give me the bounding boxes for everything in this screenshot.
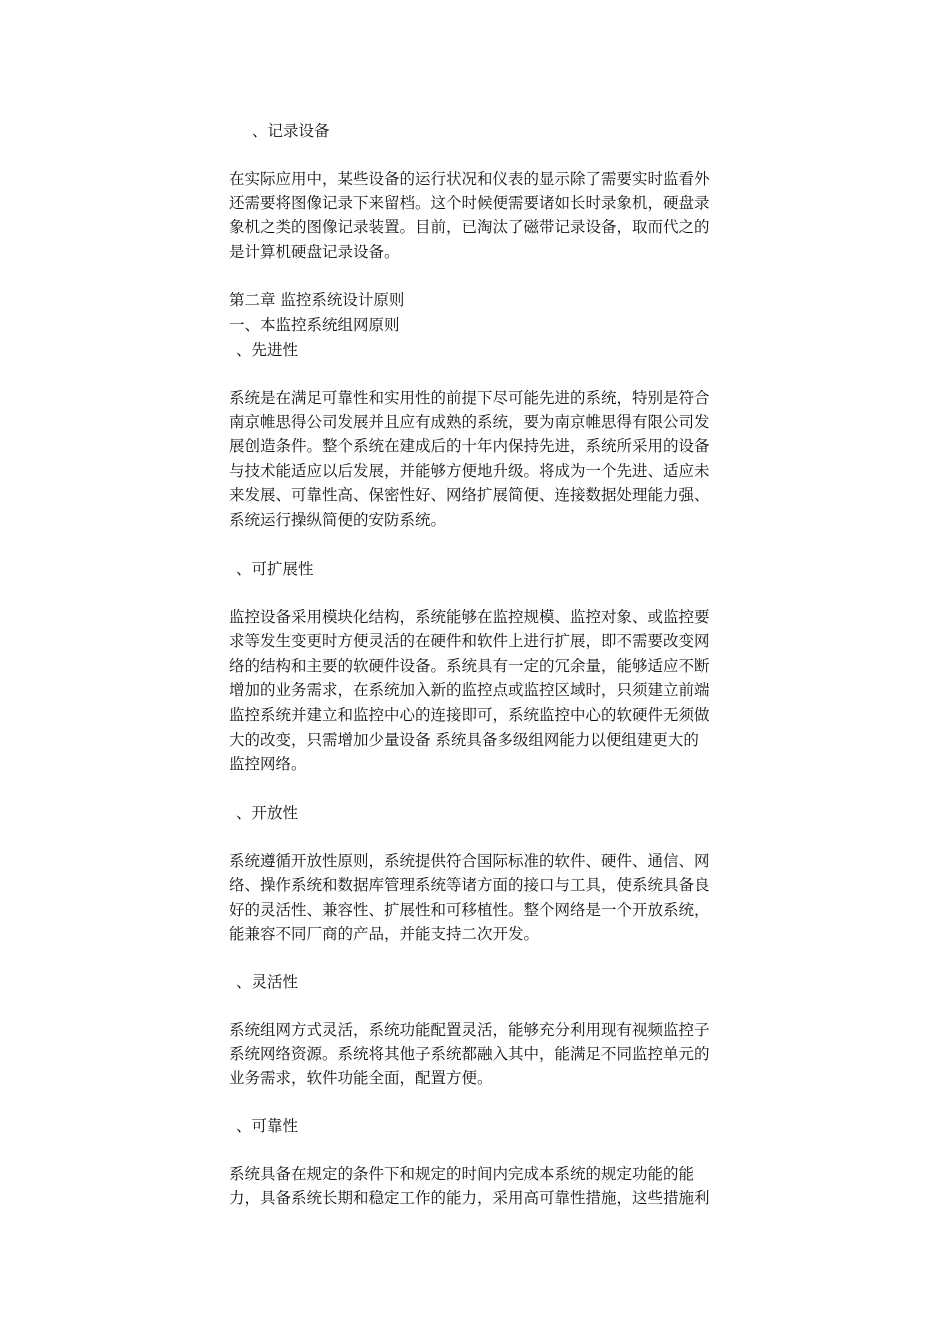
paragraph-line: 是计算机硬盘记录设备。 bbox=[229, 243, 400, 261]
section-heading-scalability: 、可扩展性 bbox=[236, 560, 314, 578]
paragraph-line: 系统网络资源。系统将其他子系统都融入其中，能满足不同监控单元的 bbox=[229, 1045, 710, 1063]
paragraph-line: 还需要将图像记录下来留档。这个时候便需要诸如长时录象机，硬盘录 bbox=[229, 194, 710, 212]
section-heading-openness: 、开放性 bbox=[236, 804, 299, 822]
subsection-title: 一、本监控系统组网原则 bbox=[229, 316, 400, 334]
paragraph-line: 系统是在满足可靠性和实用性的前提下尽可能先进的系统，特别是符合 bbox=[229, 389, 710, 407]
paragraph-line: 力，具备系统长期和稳定工作的能力，采用高可靠性措施，这些措施利 bbox=[229, 1189, 710, 1207]
paragraph-line: 展创造条件。整个系统在建成后的十年内保持先进，系统所采用的设备 bbox=[229, 437, 710, 455]
paragraph-line: 络的结构和主要的软硬件设备。系统具有一定的冗余量，能够适应不断 bbox=[229, 657, 710, 675]
paragraph-line: 系统遵循开放性原则，系统提供符合国际标准的软件、硬件、通信、网 bbox=[229, 852, 710, 870]
paragraph-line: 监控系统并建立和监控中心的连接即可，系统监控中心的软硬件无须做 bbox=[229, 706, 710, 724]
paragraph-line: 象机之类的图像记录装置。目前，已淘汰了磁带记录设备，取而代之的 bbox=[229, 218, 710, 236]
paragraph-line: 大的改变，只需增加少量设备 系统具备多级组网能力以便组建更大的 bbox=[229, 731, 699, 749]
section-heading-reliability: 、可靠性 bbox=[236, 1117, 299, 1135]
paragraph-line: 来发展、可靠性高、保密性好、网络扩展简便、连接数据处理能力强、 bbox=[229, 486, 710, 504]
paragraph-line: 好的灵活性、兼容性、扩展性和可移植性。整个网络是一个开放系统， bbox=[229, 901, 710, 919]
paragraph-line: 络、操作系统和数据库管理系统等诸方面的接口与工具，使系统具备良 bbox=[229, 876, 710, 894]
paragraph-line: 系统具备在规定的条件下和规定的时间内完成本系统的规定功能的能 bbox=[229, 1165, 695, 1183]
paragraph-line: 系统运行操纵简便的安防系统。 bbox=[229, 511, 447, 529]
chapter-title: 第二章 监控系统设计原则 bbox=[229, 291, 405, 309]
paragraph-line: 求等发生变更时方便灵活的在硬件和软件上进行扩展，即不需要改变网 bbox=[229, 632, 710, 650]
section-heading-flexibility: 、灵活性 bbox=[236, 973, 299, 991]
paragraph-line: 系统组网方式灵活，系统功能配置灵活，能够充分利用现有视频监控子 bbox=[229, 1021, 710, 1039]
paragraph-line: 监控设备采用模块化结构，系统能够在监控规模、监控对象、或监控要 bbox=[229, 608, 710, 626]
section-heading-advanced: 、先进性 bbox=[236, 341, 299, 359]
paragraph-line: 监控网络。 bbox=[229, 755, 307, 773]
section-heading-record-device: 、记录设备 bbox=[252, 122, 330, 140]
paragraph-line: 业务需求，软件功能全面，配置方便。 bbox=[229, 1069, 493, 1087]
paragraph-line: 增加的业务需求，在系统加入新的监控点或监控区域时，只须建立前端 bbox=[229, 681, 710, 699]
paragraph-line: 与技术能适应以后发展，并能够方便地升级。将成为一个先进、适应未 bbox=[229, 462, 710, 480]
paragraph-line: 在实际应用中，某些设备的运行状况和仪表的显示除了需要实时监看外 bbox=[229, 170, 710, 188]
paragraph-line: 能兼容不同厂商的产品，并能支持二次开发。 bbox=[229, 925, 540, 943]
paragraph-line: 南京帷思得公司发展并且应有成熟的系统，要为南京帷思得有限公司发 bbox=[229, 413, 710, 431]
